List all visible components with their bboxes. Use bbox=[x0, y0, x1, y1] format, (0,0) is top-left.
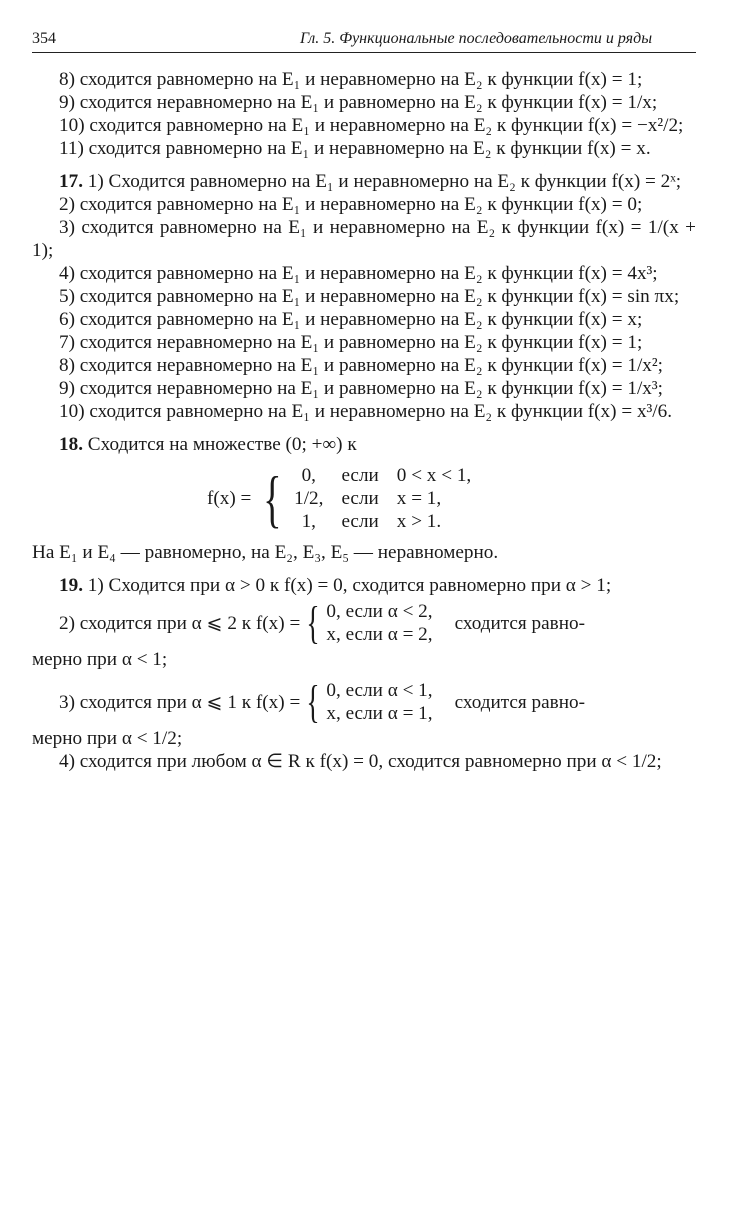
answer-text: мерно при α < 1/2; bbox=[32, 728, 183, 749]
formula-lhs: f(x) = bbox=[207, 488, 252, 509]
answer-item: 5) сходится равномерно на E₁ и неравномерно на E₂ к функции f(x) = sin πx; bbox=[59, 286, 680, 307]
page-number: 354 bbox=[32, 30, 56, 47]
answer-text: мерно при α < 1; bbox=[32, 649, 168, 670]
answer-item: 7) сходится неравномерно на E₁ и равномерно на E₂ к функции f(x) = 1; bbox=[59, 332, 643, 353]
problem-17-item-1: 17. 1) Сходится равномерно на E₁ и неравномерно на E₂ к функции f(x) = 2ˣ; bbox=[59, 171, 682, 192]
piecewise-formula-3: 3) сходится при α ⩽ 1 к f(x) = { 0, если α < 1, x, если α = 1, сходится равно- bbox=[59, 676, 585, 727]
formula-cases: 0, если 0 < x < 1, 1/2, если x = 1, 1, если x > 1. bbox=[294, 465, 472, 532]
page-body bbox=[32, 68, 696, 773]
piecewise-formula-2: 2) сходится при α ⩽ 2 к f(x) = { 0, если α < 2, x, если α = 2, сходится равно- bbox=[59, 597, 585, 648]
problem-19-item-1: 19. 1) Сходится при α > 0 к f(x) = 0, сходится равномерно при α > 1; bbox=[59, 575, 612, 596]
answer-item: 11) сходится равномерно на E₁ и неравномерно на E₂ к функции f(x) = x. bbox=[59, 138, 651, 159]
answer-item: 3) сходится равномерно на E₁ и неравномерно на E₂ к функции f(x) = 1/(x + 1); bbox=[32, 217, 696, 261]
problem-number: 19. bbox=[59, 575, 83, 596]
problem-number: 18. bbox=[59, 434, 83, 455]
brace-icon: { bbox=[263, 462, 282, 534]
answer-item: 9) сходится неравномерно на E₁ и равномерно на E₂ к функции f(x) = 1/x; bbox=[59, 92, 658, 113]
answer-item: 8) сходится равномерно на E₁ и неравномерно на E₂ к функции f(x) = 1; bbox=[59, 69, 643, 90]
answer-item: 8) сходится неравномерно на E₁ и равномерно на E₂ к функции f(x) = 1/x²; bbox=[59, 355, 663, 376]
answer-item: 6) сходится равномерно на E₁ и неравномерно на E₂ к функции f(x) = x; bbox=[59, 309, 643, 330]
answer-item: 9) сходится неравномерно на E₁ и равномерно на E₂ к функции f(x) = 1/x³; bbox=[59, 378, 663, 399]
answer-item: 2) сходится равномерно на E₁ и неравномерно на E₂ к функции f(x) = 0; bbox=[59, 194, 643, 215]
running-title: Гл. 5. Функциональные последовательности и ряды bbox=[299, 30, 653, 47]
answer-item: 4) сходится при любом α ∈ R к f(x) = 0, сходится равномерно при α < 1/2; bbox=[59, 751, 662, 772]
answer-text: На E₁ и E₄ — равномерно, на E₂, E₃, E₅ — неравномерно. bbox=[32, 542, 499, 563]
book-page bbox=[32, 30, 696, 773]
brace-icon: { bbox=[306, 676, 320, 727]
answer-item: 10) сходится равномерно на E₁ и неравномерно на E₂ к функции f(x) = x³/6. bbox=[59, 401, 673, 422]
page-header bbox=[32, 30, 696, 53]
piecewise-formula bbox=[207, 464, 696, 533]
answer-item: 10) сходится равномерно на E₁ и неравномерно на E₂ к функции f(x) = −x²/2; bbox=[59, 115, 684, 136]
problem-18-intro: 18. Сходится на множестве (0; +∞) к bbox=[59, 434, 357, 455]
brace-icon: { bbox=[306, 597, 320, 648]
problem-number: 17. bbox=[59, 171, 83, 192]
answer-item: 4) сходится равномерно на E₁ и неравномерно на E₂ к функции f(x) = 4x³; bbox=[59, 263, 658, 284]
